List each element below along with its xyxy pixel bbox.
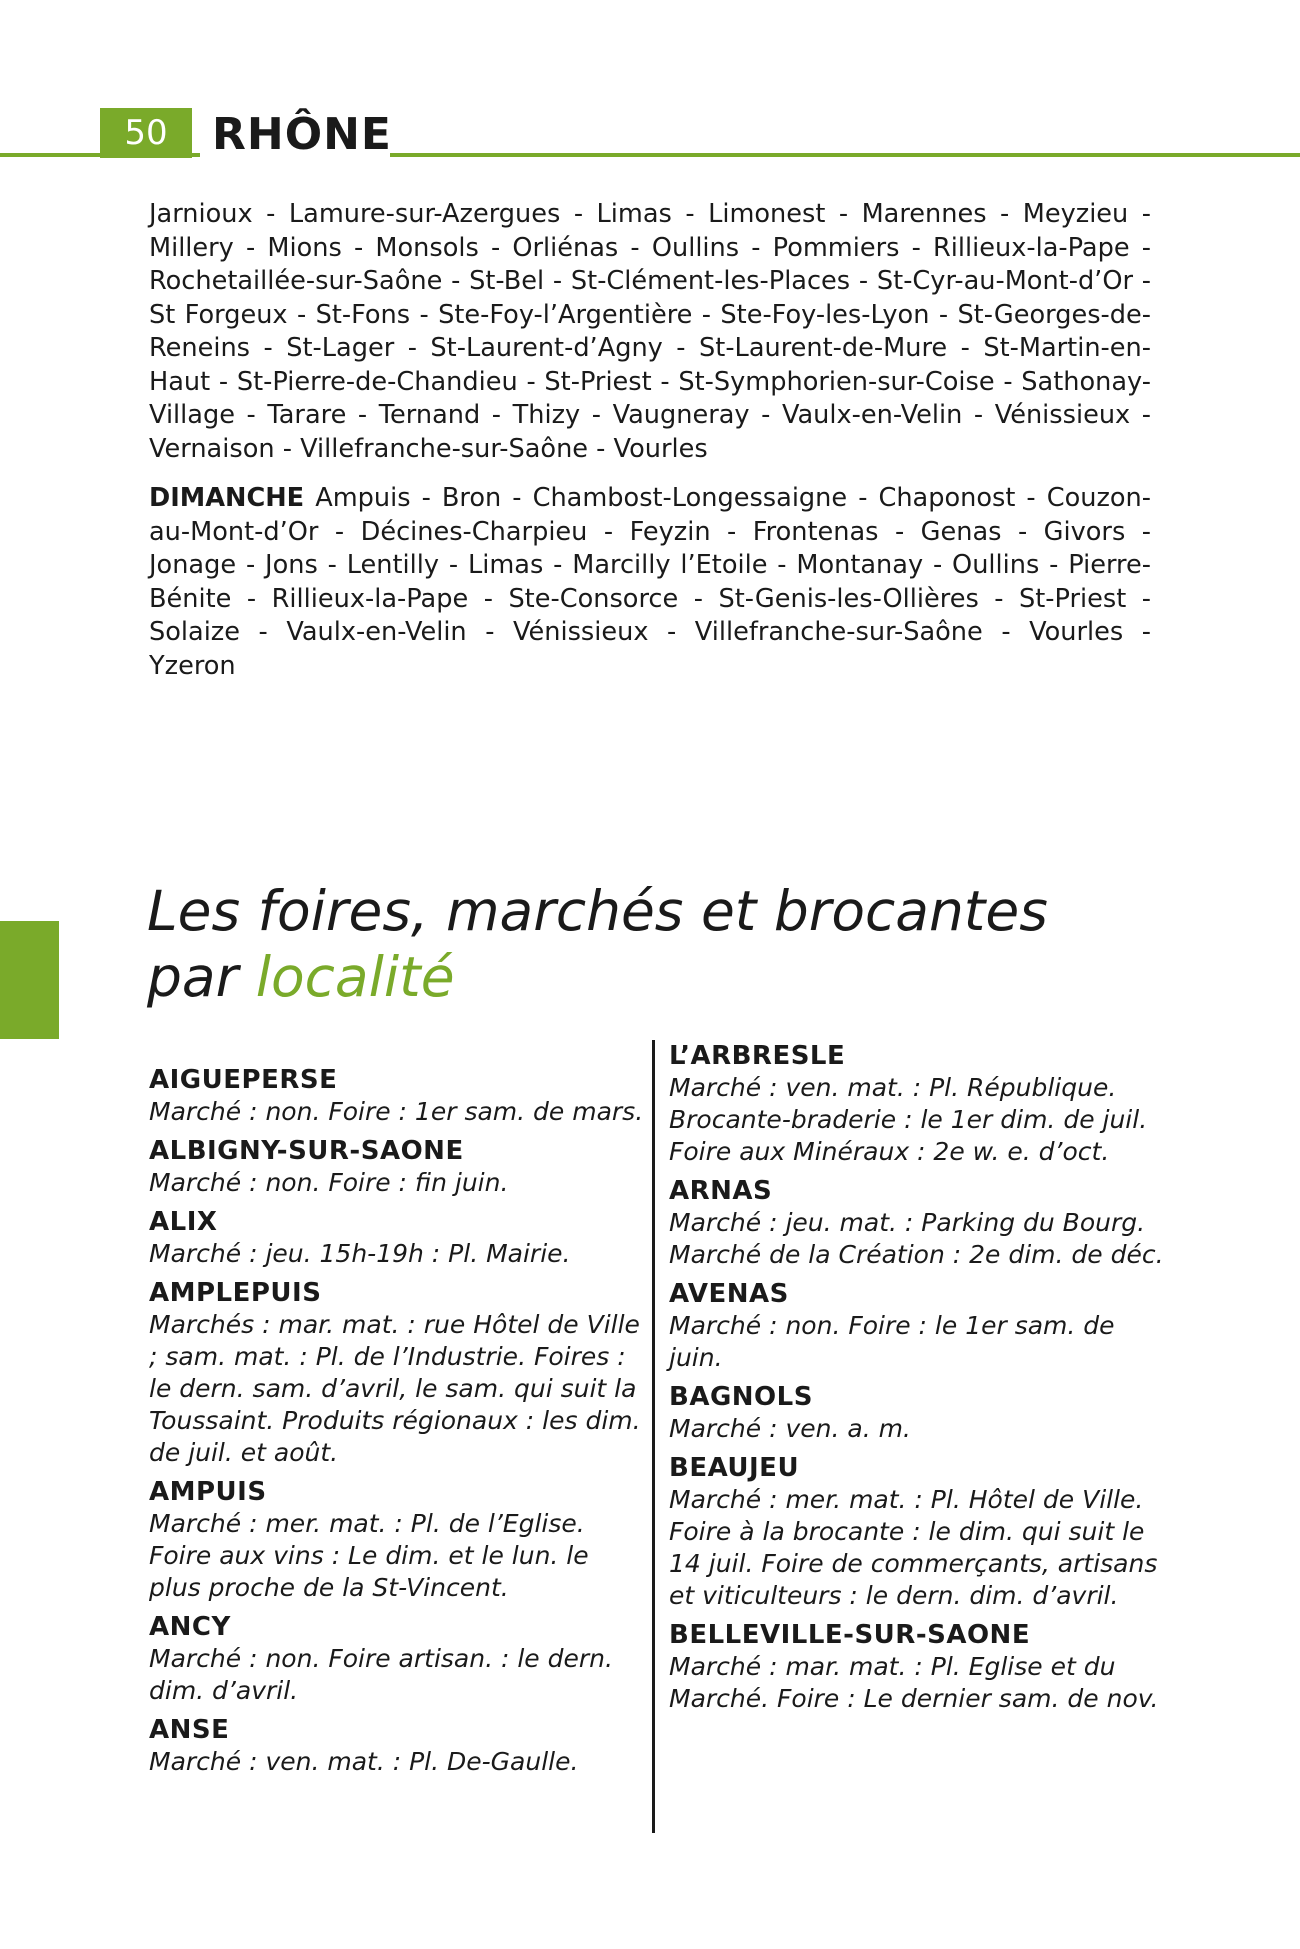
heading-line-1: Les foires, marchés et brocantes xyxy=(147,879,1048,943)
locality-description: Marché : mar. mat. : Pl. Eglise et du Marché. Foire : Le dernier sam. de nov. xyxy=(669,1652,1159,1713)
locality-entry xyxy=(669,1175,1169,1271)
locality-entry xyxy=(149,1064,644,1128)
locality-entry xyxy=(669,1278,1169,1374)
locality-name: BEAUJEU xyxy=(669,1453,800,1483)
locality-description: Marché : mer. mat. : Pl. de l’Eglise. Foire aux vins : Le dim. et le lun. le plus proche de la St-Vincent. xyxy=(149,1509,589,1602)
locality-entry xyxy=(149,1611,644,1707)
locality-name: L’ARBRESLE xyxy=(669,1041,846,1071)
locality-name: ANCY xyxy=(149,1612,231,1642)
locality-entry xyxy=(669,1381,1169,1445)
locality-name: BELLEVILLE-SUR-SAONE xyxy=(669,1620,1031,1650)
locality-entry xyxy=(669,1040,1169,1168)
locality-description: Marché : jeu. 15h-19h : Pl. Mairie. xyxy=(149,1239,571,1268)
locality-entry xyxy=(669,1619,1169,1715)
locality-description: Marché : non. Foire : fin juin. xyxy=(149,1168,509,1197)
page-number: 50 xyxy=(100,108,192,158)
locality-entry xyxy=(149,1714,644,1778)
heading-line-2 xyxy=(147,944,1247,1010)
locality-name: ANSE xyxy=(149,1715,230,1745)
heading-par: par xyxy=(147,945,256,1009)
section-heading xyxy=(147,878,1247,1010)
sunday-town-list: Ampuis - Bron - Chambost-Longessaigne - Chaponost - Couzon-au-Mont-d’Or - Décines-Charpieu - Feyzin - Frontenas - Genas - Givors - Jonage - Jons - Lentilly - Limas - Marcilly l’Etoile - Montanay - Oullins - Pierre-Bénite - Rillieux-la-Pape - Ste-Consorce - St-Genis-les-Ollières - St-Priest - Solaize - Vaulx-en-Velin - Vénissieux - Villefranche-sur-Saône - Vourles - Yzeron xyxy=(149,483,1152,681)
locality-description: Marché : jeu. mat. : Parking du Bourg. Marché de la Création : 2e dim. de déc. xyxy=(669,1208,1164,1269)
saturday-town-list: Jarnioux - Lamure-sur-Azergues - Limas - Limonest - Marennes - Meyzieu - Millery - Mions - Monsols - Orliénas - Oullins - Pommiers - Rillieux-la-Pape - Rochetaillée-sur-Saône - St-Bel - St-Clément-les-Places - St-Cyr-au-Mont-d’Or - St Forgeux - St-Fons - Ste-Foy-l’Argentière - Ste-Foy-les-Lyon - St-Georges-de-Reneins - St-Lager - St-Laurent-d’Agny - St-Laurent-de-Mure - St-Martin-en-Haut - St-Pierre-de-Chandieu - St-Priest - St-Symphorien-sur-Coise - Sathonay-Village - Tarare - Ternand - Thizy - Vaugneray - Vaulx-en-Velin - Vénissieux - Vernaison - Villefranche-sur-Saône - Vourles xyxy=(149,199,1151,464)
locality-description: Marché : ven. mat. : Pl. De-Gaulle. xyxy=(149,1747,579,1776)
locality-description: Marché : non. Foire : le 1er sam. de juin. xyxy=(669,1311,1115,1372)
locality-name: ALIX xyxy=(149,1207,218,1237)
locality-description: Marchés : mar. mat. : rue Hôtel de Ville ; sam. mat. : Pl. de l’Industrie. Foires : le dern. sam. d’avril, le sam. qui suit la Toussaint. Produits régionaux : les dim. de juil. et août. xyxy=(149,1310,641,1467)
locality-name: AMPUIS xyxy=(149,1477,267,1507)
section-tab xyxy=(0,921,59,1039)
locality-name: AMPLEPUIS xyxy=(149,1278,322,1308)
locality-description: Marché : ven. a. m. xyxy=(669,1414,911,1443)
locality-entry xyxy=(149,1206,644,1270)
locality-entry xyxy=(149,1135,644,1199)
sunday-label: DIMANCHE xyxy=(149,483,305,513)
sunday-paragraph xyxy=(149,482,1151,683)
header-rule xyxy=(0,153,1300,157)
locality-name: AVENAS xyxy=(669,1279,789,1309)
locality-entry xyxy=(149,1476,644,1604)
locality-description: Marché : non. Foire artisan. : le dern. dim. d’avril. xyxy=(149,1644,613,1705)
column-divider xyxy=(652,1040,655,1833)
region-title: RHÔNE xyxy=(212,109,392,160)
locality-entry xyxy=(149,1277,644,1469)
locality-name: ARNAS xyxy=(669,1176,773,1206)
locality-name: ALBIGNY-SUR-SAONE xyxy=(149,1136,464,1166)
locality-name: BAGNOLS xyxy=(669,1382,813,1412)
locality-description: Marché : ven. mat. : Pl. République. Brocante-braderie : le 1er dim. de juil. Foire aux Minéraux : 2e w. e. d’oct. xyxy=(669,1073,1148,1166)
locality-description: Marché : mer. mat. : Pl. Hôtel de Ville. Foire à la brocante : le dim. qui suit le 14 juil. Foire de commerçants, artisans et viticulteurs : le dern. dim. d’avril. xyxy=(669,1485,1158,1610)
locality-description: Marché : non. Foire : 1er sam. de mars. xyxy=(149,1097,644,1126)
locality-entry xyxy=(669,1452,1169,1612)
heading-accent: localité xyxy=(255,945,455,1009)
left-column xyxy=(149,1064,644,1785)
right-column xyxy=(669,1040,1169,1722)
market-days-text xyxy=(149,198,1151,699)
locality-name: AIGUEPERSE xyxy=(149,1065,338,1095)
